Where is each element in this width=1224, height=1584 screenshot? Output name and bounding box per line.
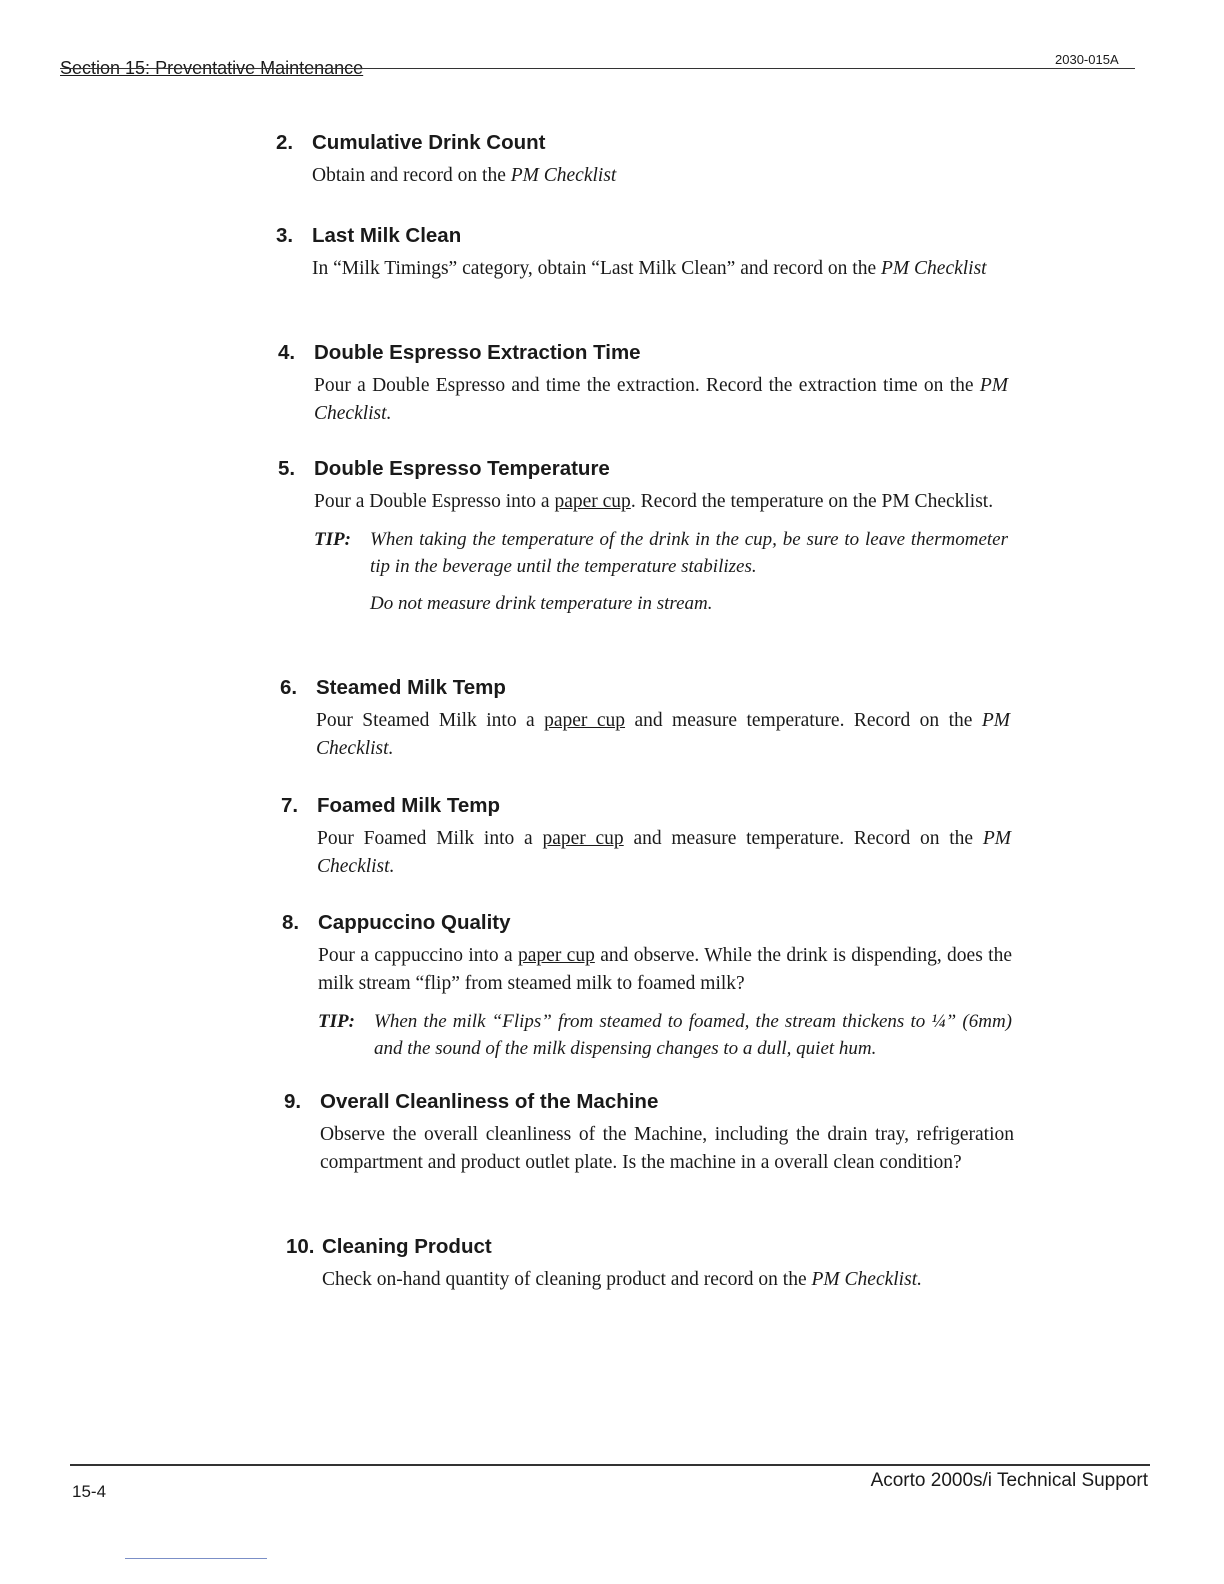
header-divider [60, 68, 1135, 69]
footer-divider [70, 1464, 1150, 1466]
item-last-milk-clean [276, 223, 1006, 283]
page-number: 15-4 [72, 1482, 107, 1501]
item-heading: 2. Cumulative Drink Count [276, 131, 546, 154]
item-double-espresso-extraction-time [278, 340, 1008, 428]
item-body: Check on-hand quantity of cleaning product and record on the PM Checklist. [322, 1269, 922, 1290]
paper-cup-term: paper cup [518, 945, 595, 966]
item-cappuccino-quality [282, 910, 1012, 1062]
item-foamed-milk-temp [281, 793, 1011, 881]
item-heading: 9. Overall Cleanliness of the Machine [284, 1090, 659, 1113]
item-heading: 3. Last Milk Clean [276, 224, 462, 247]
item-cleaning-product [286, 1234, 1016, 1294]
footer-product-name: Acorto 2000s/i Technical Support [870, 1470, 1148, 1491]
paper-cup-term: paper cup [554, 491, 631, 512]
item-steamed-milk-temp [280, 675, 1010, 763]
paper-cup-term: paper cup [544, 710, 626, 731]
item-body: Pour a cappuccino into a paper cup and observe. While the drink is dispending, does the milk stream “flip” from steamed milk to foamed milk? [318, 945, 1012, 994]
item-body: Pour Foamed Milk into a paper cup and measure temperature. Record on the PM Checklist. [317, 828, 1011, 877]
item-overall-cleanliness [284, 1089, 1014, 1177]
item-heading: 7. Foamed Milk Temp [281, 794, 501, 817]
item-body: Pour Steamed Milk into a paper cup and measure temperature. Record on the PM Checklist. [316, 710, 1010, 759]
tip-note: TIP: When taking the temperature of the drink in the cup, be sure to leave thermometer tip in the beverage until the temperature stabilizes. [314, 529, 1008, 577]
tip-note: TIP: When the milk “Flips” from steamed to foamed, the stream thickens to ¼” (6mm) and the sound of the milk dispensing changes to a dull, quiet hum. [318, 1011, 1012, 1059]
scan-artifact-line [125, 1558, 267, 1559]
item-heading: 10. Cleaning Product [286, 1235, 492, 1258]
item-heading: 8. Cappuccino Quality [282, 911, 511, 934]
tip-note-continued: Do not measure drink temperature in stream. [370, 593, 713, 614]
item-heading: 6. Steamed Milk Temp [280, 676, 506, 699]
item-body: In “Milk Timings” category, obtain “Last Milk Clean” and record on the PM Checklist [312, 258, 987, 279]
document-number: 2030-015A [1055, 52, 1119, 67]
item-body: Pour a Double Espresso and time the extraction. Record the extraction time on the PM Checklist. [314, 375, 1008, 424]
item-body: Obtain and record on the PM Checklist [312, 165, 617, 186]
item-body: Observe the overall cleanliness of the Machine, including the drain tray, refrigeration compartment and product outlet plate. Is the machine in a overall clean condition? [320, 1124, 1014, 1173]
section-title: Section 15: Preventative Maintenance [60, 58, 364, 78]
item-double-espresso-temperature [278, 456, 1008, 617]
paper-cup-term: paper cup [542, 828, 624, 849]
item-heading: 4. Double Espresso Extraction Time [278, 341, 641, 364]
item-cumulative-drink-count [276, 130, 1006, 190]
item-body: Pour a Double Espresso into a paper cup. Record the temperature on the PM Checklist. [314, 491, 994, 512]
item-heading: 5. Double Espresso Temperature [278, 457, 610, 480]
